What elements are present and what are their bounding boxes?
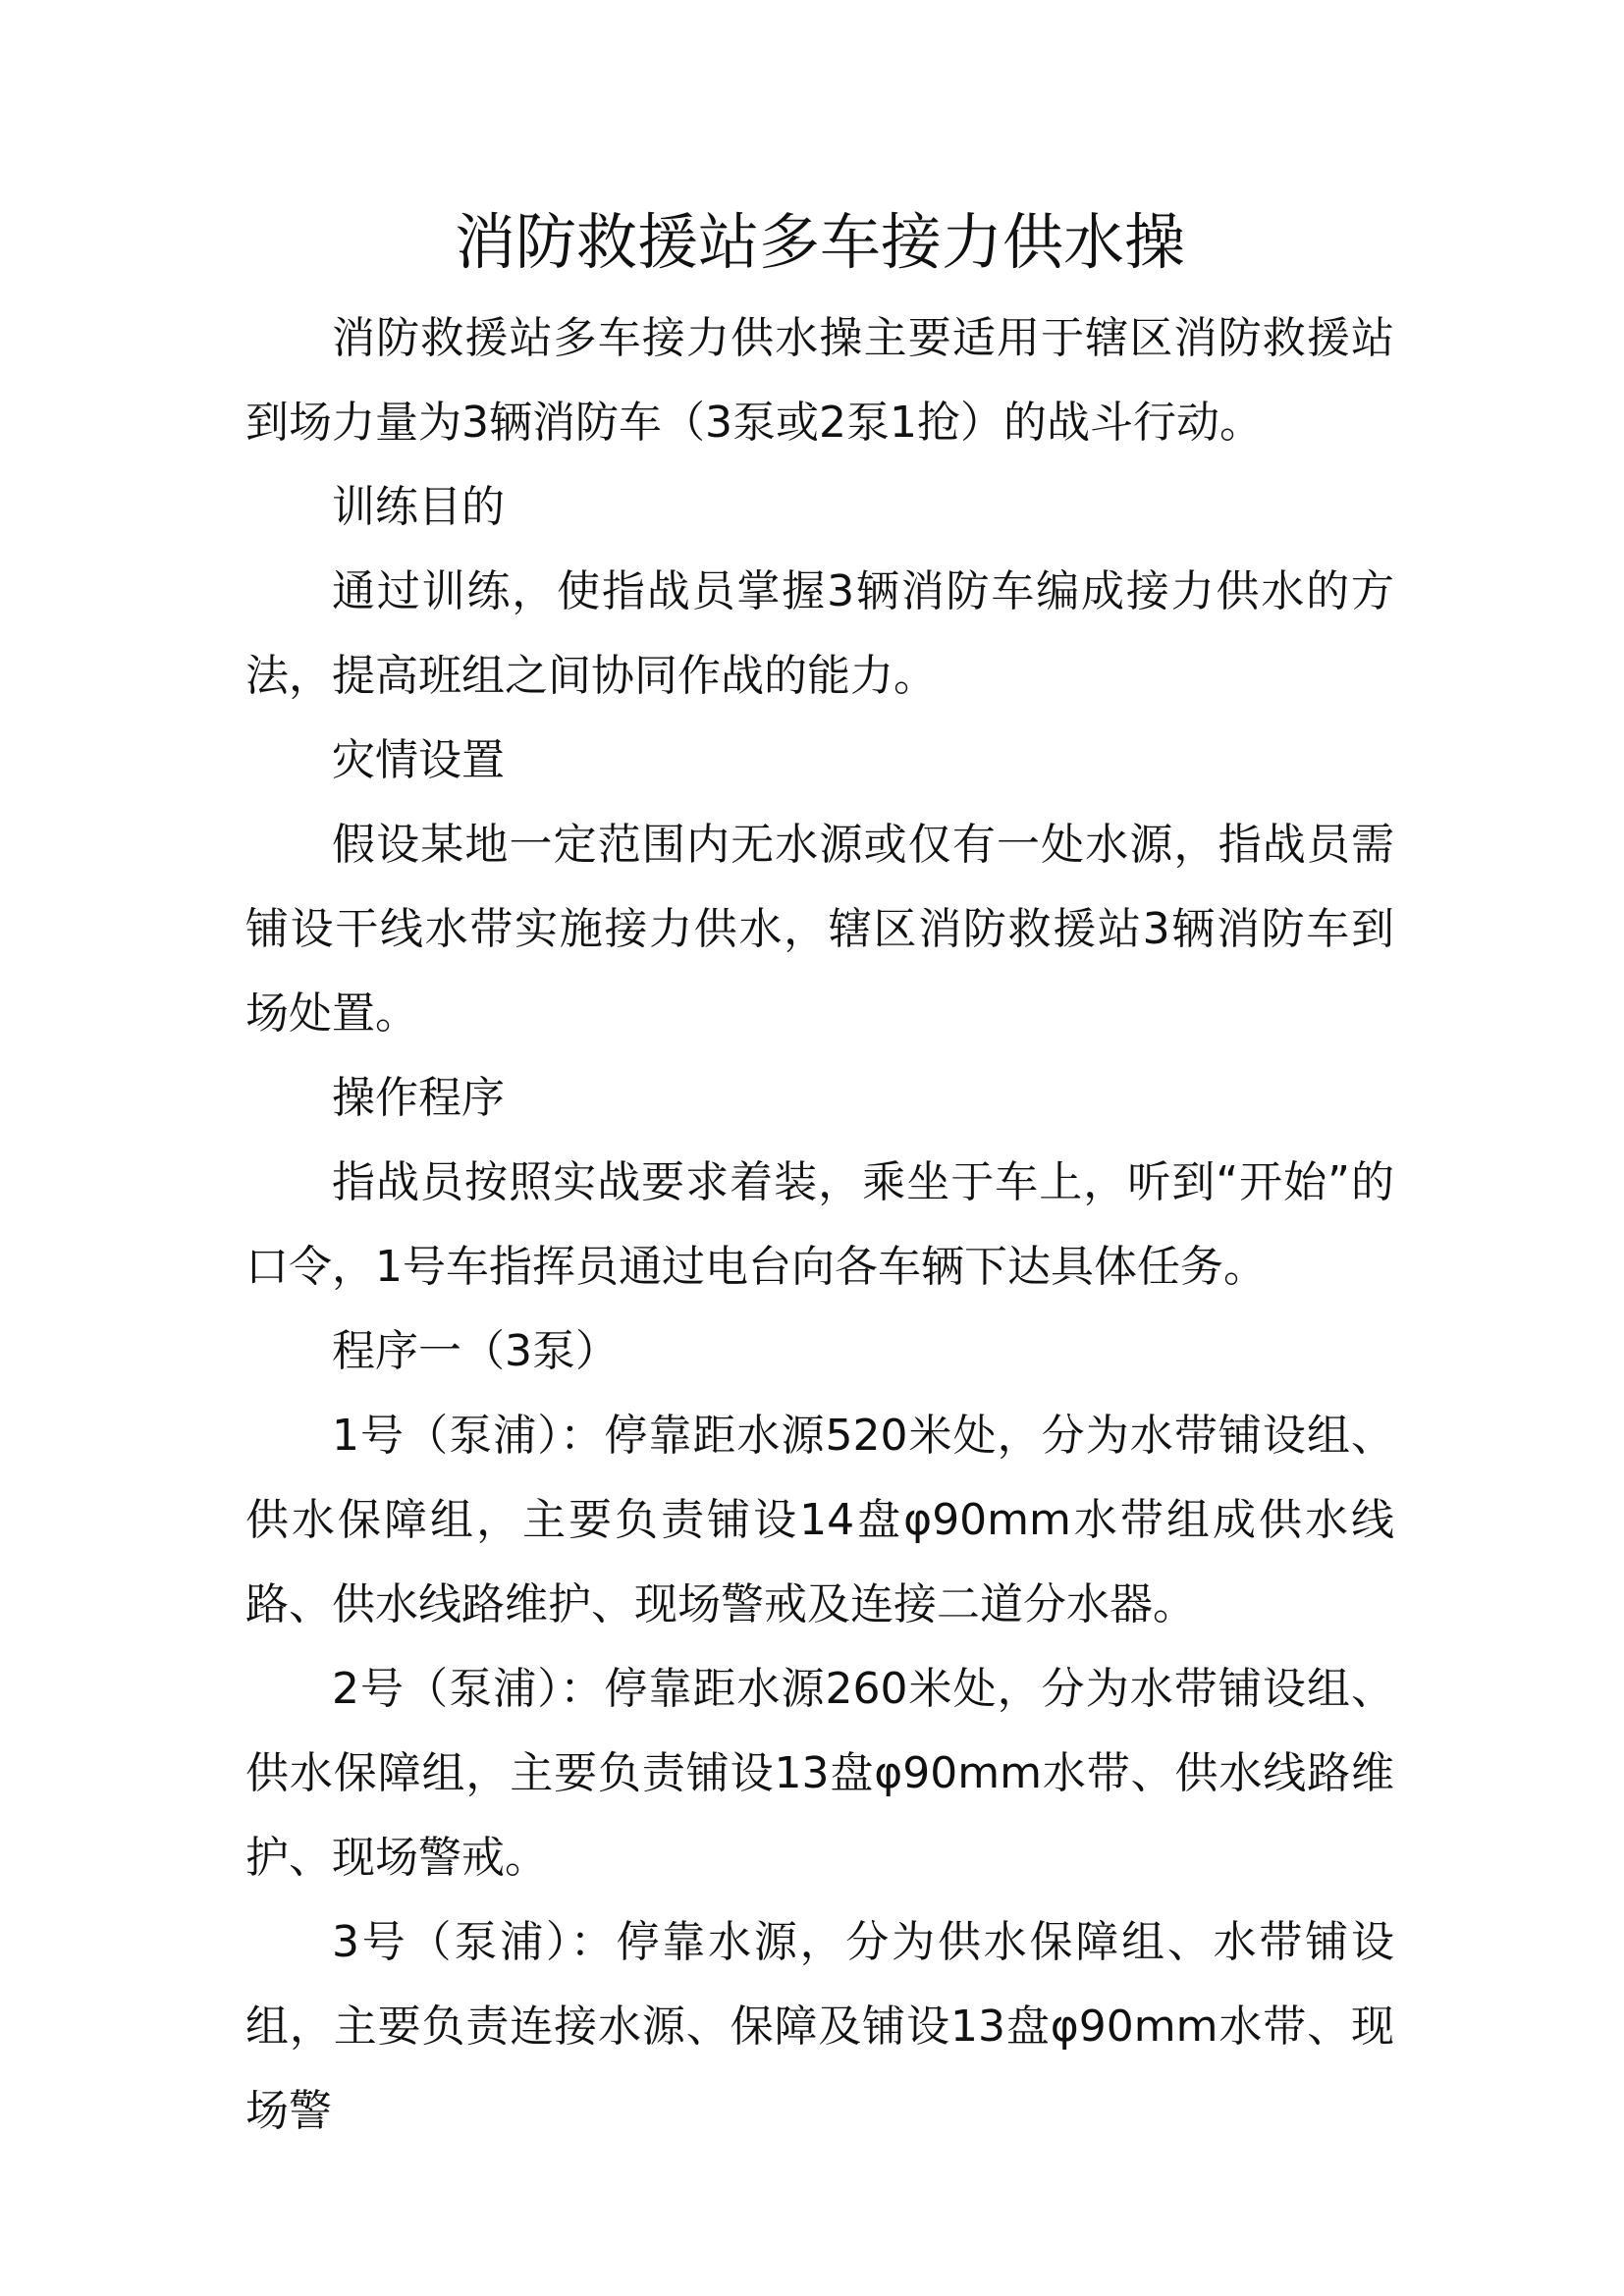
heading-operating-procedure: 操作程序 <box>332 1073 505 1124</box>
heading-procedure-one: 程序一（3泵） <box>332 1326 619 1377</box>
paragraph-training-purpose: 通过训练，使指战员掌握3辆消防车编成接力供水的方法，提高班组之间协同作战的能力。 <box>245 566 1394 702</box>
document-page <box>245 206 1394 2154</box>
paragraph-intro: 消防救援站多车接力供水操主要适用于辖区消防救援站到场力量为3辆消防车（3泵或2泵1抢）的战斗行动。 <box>245 313 1394 449</box>
paragraph-truck-3: 3号（泵浦）：停靠水源，分为供水保障组、水带铺设组，主要负责连接水源、保障及铺设13盘φ90mm水带、现场警 <box>245 1917 1394 2137</box>
paragraph-operating-procedure: 指战员按照实战要求着装，乘坐于车上，听到“开始”的口令，1号车指挥员通过电台向各车辆下达具体任务。 <box>245 1157 1394 1293</box>
heading-disaster-setup: 灾情设置 <box>332 735 505 786</box>
paragraph-disaster-setup: 假设某地一定范围内无水源或仅有一处水源，指战员需铺设干线水带实施接力供水，辖区消防救援站3辆消防车到场处置。 <box>245 820 1394 1040</box>
heading-training-purpose: 训练目的 <box>332 482 505 533</box>
document-title: 消防救援站多车接力供水操 <box>454 206 1185 278</box>
paragraph-truck-1: 1号（泵浦）：停靠距水源520米处，分为水带铺设组、供水保障组，主要负责铺设14盘φ90mm水带组成供水线路、供水线路维护、现场警戒及连接二道分水器。 <box>245 1411 1394 1630</box>
paragraph-truck-2: 2号（泵浦）：停靠距水源260米处，分为水带铺设组、供水保障组，主要负责铺设13盘φ90mm水带、供水线路维护、现场警戒。 <box>245 1664 1394 1884</box>
